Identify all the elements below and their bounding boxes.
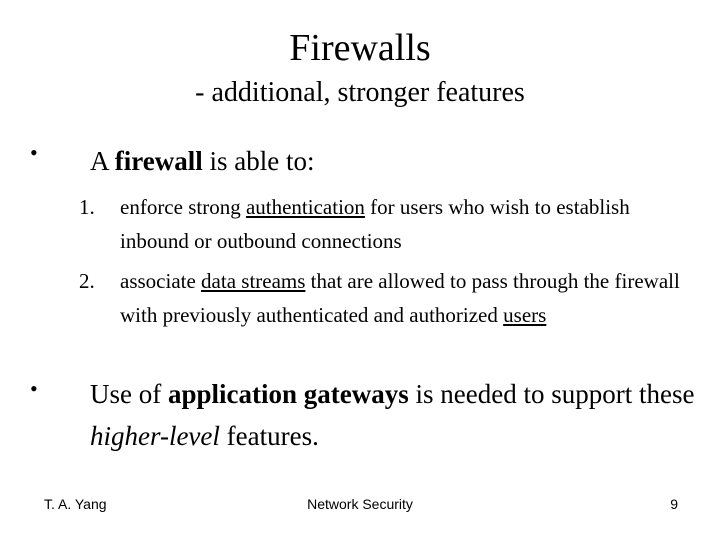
slide-subtitle: - additional, stronger features [195, 77, 525, 108]
bullet-2-text [90, 373, 705, 457]
text-run: that are allowed to pass through the firewall with previously authenticated and authorized [120, 269, 680, 327]
item-number: 2. [79, 269, 95, 293]
text-run: enforce strong [120, 195, 246, 219]
bullet-1-text [90, 140, 705, 182]
item-1-text [120, 190, 700, 258]
text-run: associate [120, 269, 202, 293]
underlined-term: data streams [201, 269, 306, 293]
underlined-term: authentication [245, 195, 365, 219]
text-run: A [90, 146, 115, 176]
text-run: features. [219, 421, 319, 451]
slide-title: Firewalls [289, 27, 431, 69]
footer-course: Network Security [307, 496, 413, 512]
text-run: is needed to support these [408, 379, 695, 409]
text-run: Use of [90, 379, 168, 409]
bold-term: firewall [114, 146, 203, 176]
item-number: 1. [79, 195, 95, 219]
page-number: 9 [670, 496, 678, 512]
underlined-term: users [503, 303, 547, 327]
bullet-marker: • [30, 376, 38, 401]
item-2-text [120, 264, 700, 332]
bullet-marker: • [30, 140, 38, 165]
text-run: is able to: [202, 146, 315, 176]
italic-term: higher-level [90, 421, 220, 451]
bold-term: application gateways [167, 379, 409, 409]
text-run: for users who wish to establish inbound or outbound connections [120, 195, 630, 253]
footer-author: T. A. Yang [44, 496, 107, 512]
